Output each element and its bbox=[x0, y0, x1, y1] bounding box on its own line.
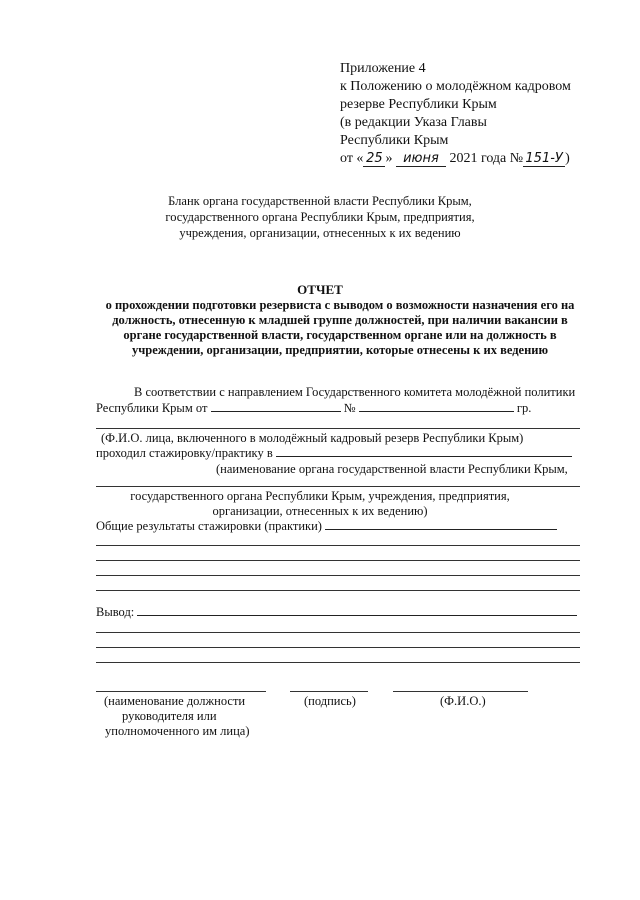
position-hint-2: руководителя или bbox=[122, 709, 217, 723]
results-line-2[interactable] bbox=[96, 560, 580, 561]
appendix-line: к Положению о молодёжном кадровом bbox=[340, 79, 571, 94]
conclusion-blank[interactable] bbox=[137, 615, 577, 616]
conclusion-line-3[interactable] bbox=[96, 662, 580, 663]
results-line-3[interactable] bbox=[96, 575, 580, 576]
internship-blank[interactable] bbox=[276, 456, 572, 457]
appendix-line: Приложение 4 bbox=[340, 61, 426, 76]
fio-hint: (Ф.И.О. лица, включенного в молодёжный кадровый резерв Республики Крым) bbox=[101, 431, 524, 445]
conclusion-label: Вывод: bbox=[96, 605, 135, 619]
para2-prefix: Республики Крым от bbox=[96, 401, 208, 415]
appendix-block bbox=[340, 60, 571, 168]
conclusion-line bbox=[96, 605, 577, 620]
date-prefix: от « bbox=[340, 151, 364, 166]
para2-no: № bbox=[343, 401, 356, 415]
body-para-2 bbox=[96, 401, 531, 416]
org-hint-2: государственного органа Республики Крым, учреждения, предприятия, bbox=[130, 489, 510, 503]
body-para-1: В соответствии с направлением Государственного комитета молодёжной политики bbox=[134, 385, 576, 399]
results-blank[interactable] bbox=[325, 529, 557, 530]
org-hint-3: организации, отнесенных к их ведению) bbox=[212, 504, 428, 518]
position-hint-1: (наименование должности bbox=[104, 694, 246, 708]
position-hint-3: уполномоченного им лица) bbox=[105, 724, 250, 738]
date-suffix: ) bbox=[565, 151, 570, 166]
letterhead-placeholder: Бланк органа государственной власти Республики Крым, государственного органа Республики Крым, предприятия, учреждения, организации, отнесенных к их ведению bbox=[165, 194, 475, 240]
internship-label: проходил стажировку/практику в bbox=[96, 446, 273, 460]
signature-hint: (подпись) bbox=[304, 694, 356, 708]
position-line[interactable] bbox=[96, 691, 266, 692]
appendix-line: резерве Республики Крым bbox=[340, 97, 497, 112]
conclusion-line-2[interactable] bbox=[96, 647, 580, 648]
para2-suffix: гр. bbox=[516, 401, 532, 415]
report-title: ОТЧЕТ bbox=[297, 282, 343, 297]
report-subtitle: о прохождении подготовки резервиста с выводом о возможности назначения его на должность, отнесенную к младшей группе должностей, при наличии вакансии в органе государственной власти, государственном органе или на должность в учреждении, организации, предприятии, которые отнесены к их ведению bbox=[105, 298, 575, 357]
number-blank[interactable] bbox=[359, 411, 514, 412]
fio-line[interactable] bbox=[96, 428, 580, 429]
fio-sign-line[interactable] bbox=[393, 691, 528, 692]
signature-line[interactable] bbox=[290, 691, 368, 692]
conclusion-line-1[interactable] bbox=[96, 632, 580, 633]
date-year: 2021 года № bbox=[449, 151, 524, 166]
results-label: Общие результаты стажировки (практики) bbox=[96, 519, 322, 533]
org-line[interactable] bbox=[96, 486, 580, 487]
results-line-4[interactable] bbox=[96, 590, 580, 591]
date-blank[interactable] bbox=[211, 411, 341, 412]
handwritten-day: 25 bbox=[363, 152, 385, 167]
results-line-1[interactable] bbox=[96, 545, 580, 546]
appendix-line: Республики Крым bbox=[340, 133, 449, 148]
results-line bbox=[96, 519, 557, 534]
handwritten-month: июня bbox=[396, 152, 446, 167]
appendix-date-line bbox=[340, 150, 571, 168]
fio-sign-hint: (Ф.И.О.) bbox=[440, 694, 486, 708]
appendix-line: (в редакции Указа Главы bbox=[340, 115, 487, 130]
date-mid: » bbox=[385, 151, 393, 166]
handwritten-number: 151-У bbox=[523, 152, 565, 167]
internship-line bbox=[96, 446, 572, 461]
org-hint-1: (наименование органа государственной власти Республики Крым, bbox=[216, 462, 568, 476]
